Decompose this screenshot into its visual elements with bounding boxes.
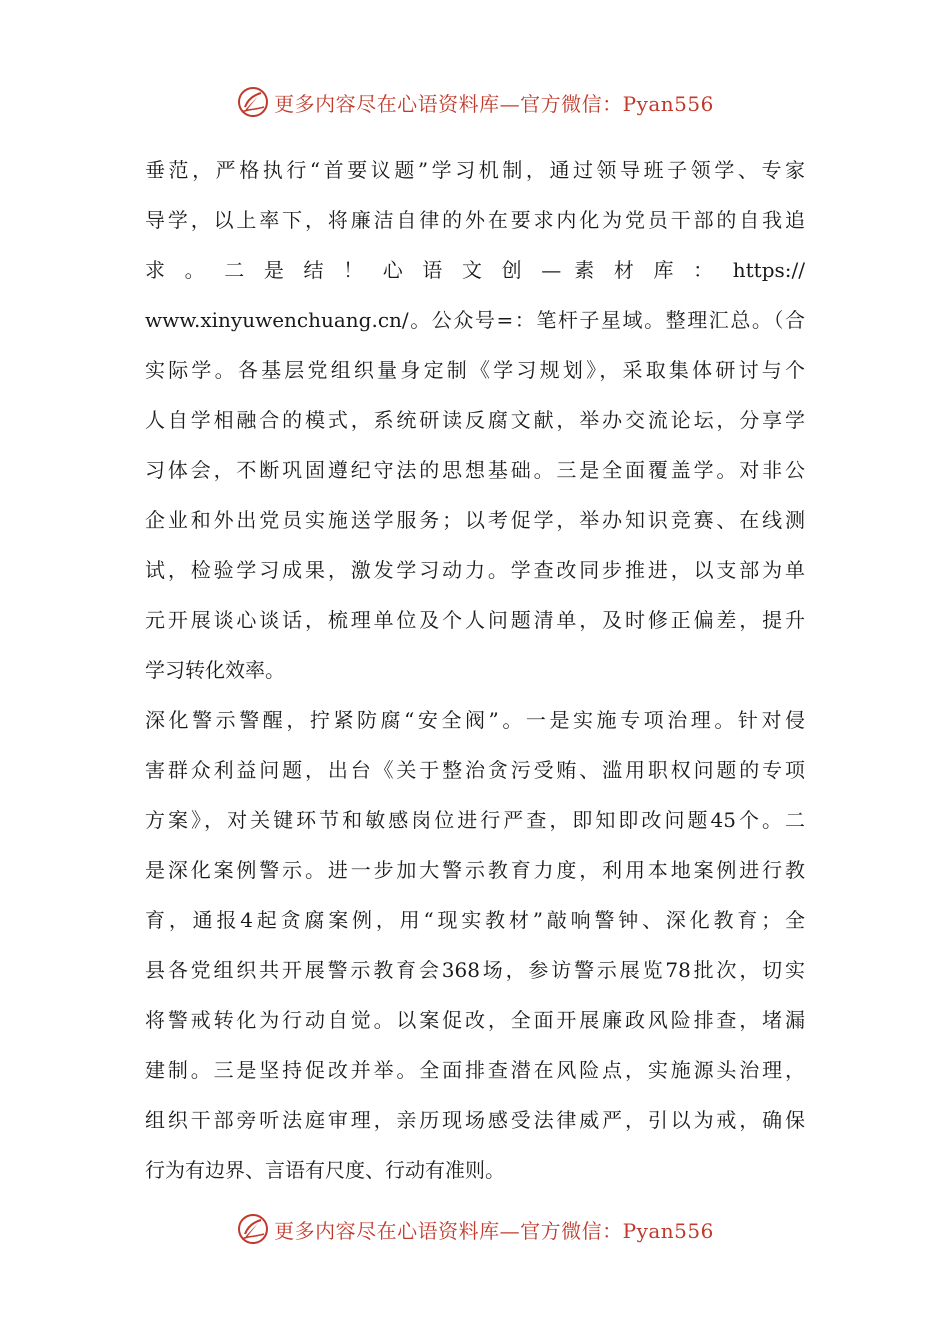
text-line: 垂范，严格执行“首要议题”学习机制，通过领导班子领学、专家 bbox=[145, 158, 805, 182]
text-line: 学习转化效率。 bbox=[145, 658, 285, 682]
text-line: 组织干部旁听法庭审理，亲历现场感受法律威严，引以为戒，确保 bbox=[145, 1108, 805, 1132]
text-line: 元开展谈心谈话，梳理单位及个人问题清单，及时修正偏差，提升 bbox=[145, 608, 805, 632]
text-line: www.xinyuwenchuang.cn/。公众号=：笔杆子星域。整理汇总。（合 bbox=[145, 308, 805, 332]
text-line: 县各党组织共开展警示教育会368场，参访警示展览78批次，切实 bbox=[145, 958, 805, 982]
header-banner bbox=[0, 82, 950, 122]
text-line: 方案》，对关键环节和敏感岗位进行严查，即知即改问题45个。二 bbox=[145, 808, 805, 832]
text-line: 深化警示警醒，拧紧防腐“安全阀”。一是实施专项治理。针对侵 bbox=[145, 708, 805, 732]
footer-banner-text: 更多内容尽在心语资料库—官方微信：Pyan556 bbox=[274, 1218, 714, 1243]
text-line: 将警戒转化为行动自觉。以案促改，全面开展廉政风险排查，堵漏 bbox=[145, 1008, 805, 1032]
footer-banner bbox=[0, 1209, 950, 1249]
text-line: 实际学。各基层党组织量身定制《学习规划》，采取集体研讨与个 bbox=[145, 358, 805, 382]
text-line: 害群众利益问题，出台《关于整治贪污受贿、滥用职权问题的专项 bbox=[145, 758, 805, 782]
text-line: 人自学相融合的模式，系统研读反腐文献，举办交流论坛，分享学 bbox=[145, 408, 805, 432]
signature-pen-logo-icon bbox=[236, 85, 270, 119]
header-banner-text: 更多内容尽在心语资料库—官方微信：Pyan556 bbox=[274, 91, 714, 116]
text-line: 行为有边界、言语有尺度、行动有准则。 bbox=[145, 1158, 505, 1182]
text-line: 育，通报4起贪腐案例，用“现实教材”敲响警钟、深化教育；全 bbox=[145, 908, 805, 932]
signature-pen-logo-icon bbox=[236, 1212, 270, 1246]
text-line: 试，检验学习成果，激发学习动力。学查改同步推进，以支部为单 bbox=[145, 558, 805, 582]
text-line: 习体会，不断巩固遵纪守法的思想基础。三是全面覆盖学。对非公 bbox=[145, 458, 805, 482]
text-line: 建制。三是坚持促改并举。全面排查潜在风险点，实施源头治理， bbox=[145, 1058, 805, 1082]
text-line: 求 。 二 是 结 ！ 心 语 文 创 — 素 材 库 ： https:// bbox=[145, 258, 805, 282]
text-line: 是深化案例警示。进一步加大警示教育力度，利用本地案例进行教 bbox=[145, 858, 805, 882]
document-body bbox=[145, 145, 805, 1195]
text-line: 企业和外出党员实施送学服务；以考促学，举办知识竞赛、在线测 bbox=[145, 508, 805, 532]
text-line: 导学，以上率下，将廉洁自律的外在要求内化为党员干部的自我追 bbox=[145, 208, 805, 232]
